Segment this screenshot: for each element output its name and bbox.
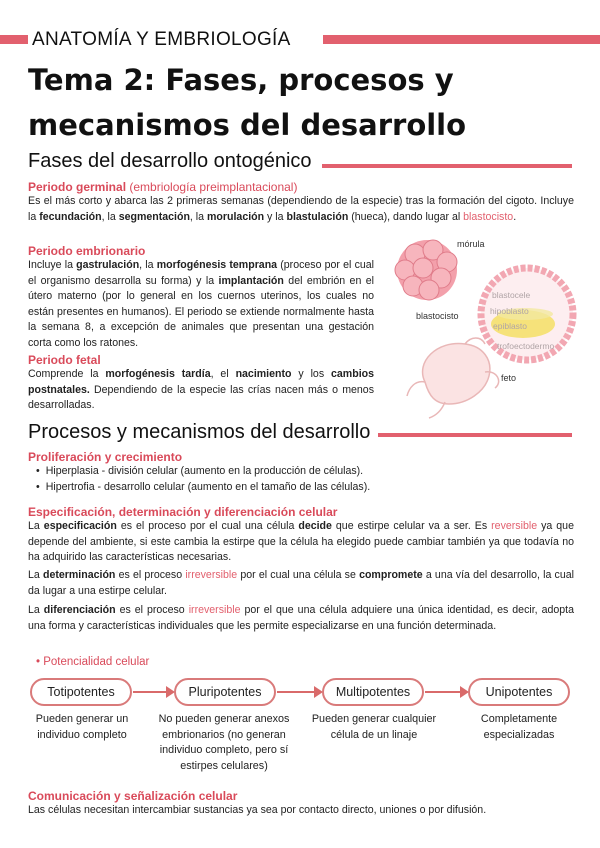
label-morula: mórula [457,239,485,249]
proliferacion-list [36,464,576,495]
stage-desc-multipotentes: Pueden generar cualquier célula de un linaje [311,713,437,741]
germinal-heading: Periodo germinal (embriología preimplantacional) [28,180,298,194]
stage-desc-unipotentes: Completamente especializadas [480,713,558,741]
fetal-text: Comprende la morfogénesis tardía, el nacimiento y los cambios postnatales. Dependiendo de la especie las crías nacen más o menos desarrolladas. [28,368,374,411]
arrow-right-icon [277,691,321,693]
section-heading-procesos: Procesos y mecanismos del desarrollo [28,421,371,443]
fetal-heading: Periodo fetal [28,353,101,367]
comunicacion-heading: Comunicación y señalización celular [28,789,238,803]
stage-unipotentes: Unipotentes [468,678,570,706]
fetus-illustration [407,338,499,418]
arrow-right-icon [425,691,467,693]
proliferacion-heading: Proliferación y crecimiento [28,450,183,464]
header-band-left [0,35,28,44]
list-item: • Hipertrofia - desarrollo celular (aumento en el tamaño de las células). [36,480,576,496]
germinal-text: Es el más corto y abarca las 2 primeras semanas (dependiendo de la especie) tras la formación del cigoto. Incluye la fecundación, la segmentación, la morulación y la blastulación (hueca), dando lugar al blastocisto. [28,195,574,223]
potencialidad-label: • Potencialidad celular [36,656,150,668]
stage-pluripotentes: Pluripotentes [174,678,276,706]
especificacion-paragraph: La especificación es el proceso por el cual una célula decide que estirpe celular va a ser. Es reversible ya que depende del ambiente, si este cambia la estirpe que la célula ha elegido puede cambiar también ya que todavía no ha adquirido las características necesarias. [28,520,574,563]
label-hipoblasto: hipoblasto [490,306,529,316]
page-title: Tema 2: Fases, procesos y mecanismos del desarrollo [28,63,467,142]
especificacion-heading: Especificación, determinación y diferenciación celular [28,505,338,519]
embrionario-text: Incluye la gastrulación, la morfogénesis temprana (proceso por el cual el organismo desarrolla su forma) y la implantación del embrión en el útero materno (por lo general en los cuernos uterinos, los cuales no están presentes en humanos). El periodo se extiende normalmente hasta la semana 8, a excepción de animales que presentan una gestación corta como los ratones. [28,259,375,349]
label-trofoectodermo: trofoectodermo [497,341,555,351]
label-blastocisto: blastocisto [416,311,459,321]
section-underline [378,433,572,437]
section-heading-fases: Fases del desarrollo ontogénico [28,150,312,172]
course-title: ANATOMÍA Y EMBRIOLOGÍA [32,29,291,50]
development-figure [385,232,585,422]
diferenciacion-paragraph: La diferenciación es el proceso irreversible por el que una célula adquiere una única identidad, es decir, adopta una forma y características individuales que les permite especializarse en una función determinada. [28,604,575,632]
determinacion-paragraph: La determinación es el proceso irreversible por el cual una célula se compromete a una vía del desarrollo, la cual da lugar a una estirpe celular. [28,569,574,597]
arrow-right-icon [133,691,173,693]
label-epiblasto: epiblasto [493,321,528,331]
stage-desc-totipotentes: Pueden generar un individuo completo [35,713,129,741]
stage-desc-pluripotentes: No pueden generar anexos embrionarios (no generan individuo completo, pero sí estirpes celulares) [158,713,290,772]
label-blastocele: blastocele [492,290,531,300]
label-feto: feto [501,373,517,383]
stage-multipotentes: Multipotentes [322,678,424,706]
comunicacion-text: Las células necesitan intercambiar sustancias ya sea por contacto directo, uniones o por difusión. [28,804,487,816]
embrionario-heading: Periodo embrionario [28,244,146,258]
header-band-right [323,35,600,44]
stage-totipotentes: Totipotentes [30,678,132,706]
morula-illustration [395,240,457,300]
section-underline [322,164,572,168]
list-item: • Hiperplasia - división celular (aumento en la producción de células). [36,464,576,480]
